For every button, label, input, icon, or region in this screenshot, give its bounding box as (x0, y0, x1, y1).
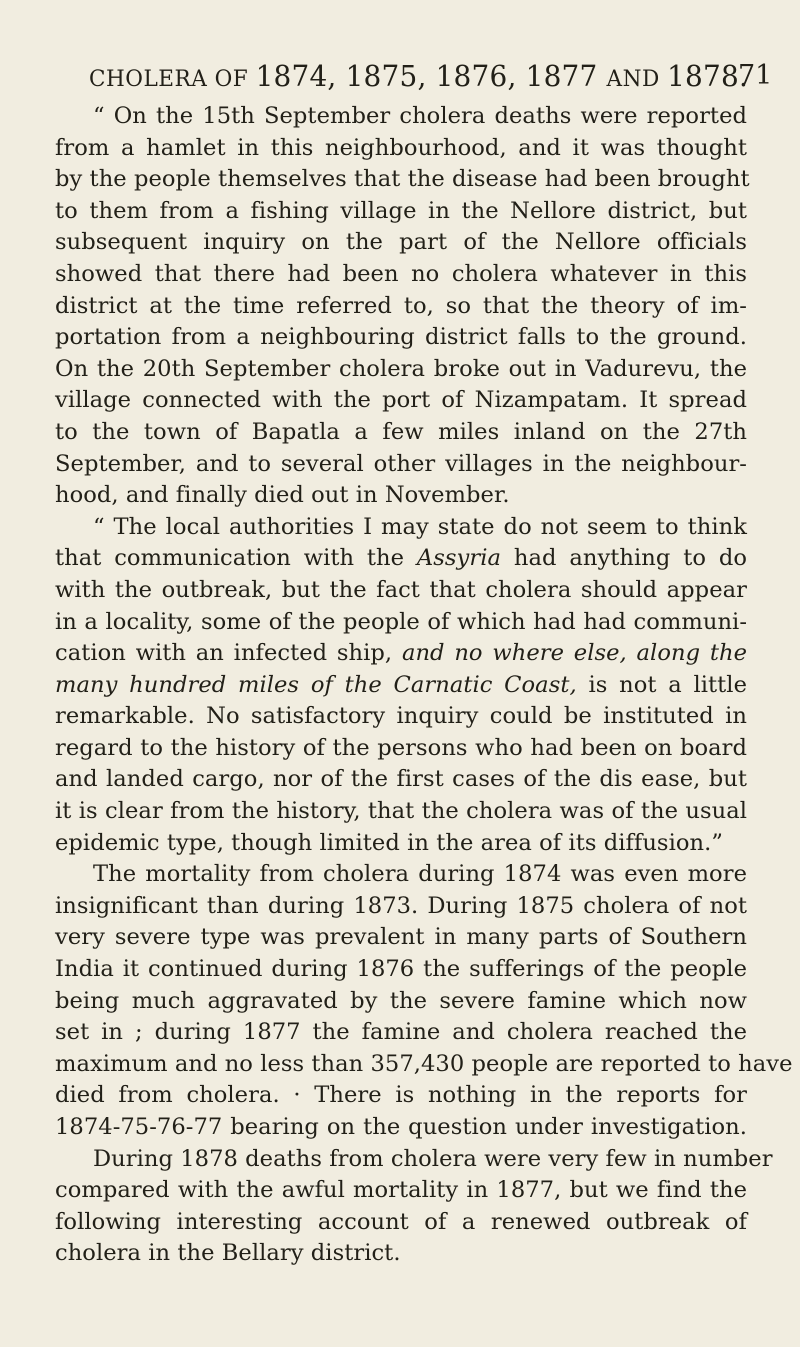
text-line: following interesting account of a renewed outbreak of (55, 1208, 747, 1235)
text-line-with-italic (55, 543, 747, 575)
text-line: regard to the history of the persons who had been on board (55, 734, 747, 761)
text-line: it is clear from the history, that the cholera was of the usual (55, 798, 747, 825)
chapter-running-title (89, 60, 748, 93)
text-line: portation from a neighbouring district falls to the ground. (55, 324, 747, 351)
text-line: to them from a fishing village in the Nellore district, but (55, 197, 747, 224)
text-line: being much aggravated by the severe famine which now (55, 987, 747, 1014)
text-fragment: that communication with the (55, 545, 417, 572)
text-line: remarkable. No satisfactory inquiry could be instituted in (55, 703, 747, 730)
text-line: September, and to several other villages in the neighbour- (55, 450, 747, 477)
running-title-and: AND (606, 67, 668, 92)
text-line: “ The local authorities I may state do not seem to think (93, 513, 747, 540)
running-title-prefix: CHOLERA OF (89, 67, 256, 92)
text-line: died from cholera. · There is nothing in the reports for (55, 1082, 747, 1109)
text-line: compared with the awful mortality in 1877, but we find the (55, 1177, 747, 1204)
running-title-years-b: 1878. (667, 60, 749, 93)
text-line: showed that there had been no cholera whatever in this (55, 260, 747, 287)
text-line: On the 20th September cholera broke out in Vadurevu, the (55, 355, 747, 382)
text-line: cholera in the Bellary district. (55, 1240, 401, 1267)
text-line: by the people themselves that the disease had been brought (55, 166, 750, 193)
italic-assyria: Assyria (416, 545, 502, 572)
text-line: set in ; during 1877 the famine and cholera reached the (55, 1019, 747, 1046)
running-title-years-a: 1874, 1875, 1876, 1877 (255, 60, 607, 93)
text-fragment: had anything to do (501, 545, 747, 572)
text-line: subsequent inquiry on the part of the Nellore officials (55, 229, 747, 256)
running-head (0, 60, 800, 100)
text-line: “ On the 15th September cholera deaths were reported (93, 103, 747, 129)
text-line: The mortality from cholera during 1874 was even more (93, 861, 747, 888)
text-line: village connected with the port of Nizampatam. It spread (55, 387, 747, 414)
text-line: maximum and no less than 357,430 people are reported to have (55, 1050, 793, 1077)
italic-phrase: many hundred miles of the Carnatic Coast, (55, 671, 577, 698)
text-line: district at the time referred to, so that the theory of im- (55, 292, 747, 319)
text-fragment: cation with an infected ship, (55, 640, 402, 667)
text-line: hood, and finally died out in November. (55, 482, 510, 509)
text-line: in a locality, some of the people of which had had communi- (55, 608, 747, 635)
text-line: with the outbreak, but the fact that cholera should appear (55, 576, 747, 603)
body-text (55, 101, 793, 1270)
italic-phrase: and no where else, along the (401, 640, 747, 667)
text-line: and landed cargo, nor of the first cases of the dis ease, but (55, 766, 747, 793)
text-line: During 1878 deaths from cholera were very few in number (93, 1145, 773, 1172)
text-line: from a hamlet in this neighbourhood, and it was thought (55, 134, 747, 161)
text-line: 1874-75-76-77 bearing on the question under investigation. (55, 1114, 747, 1140)
page-number: 71 (738, 60, 773, 91)
text-fragment: is not a little (576, 671, 748, 698)
text-line: very severe type was prevalent in many parts of Southern (55, 924, 747, 951)
text-line: India it continued during 1876 the sufferings of the people (55, 956, 747, 983)
text-line: to the town of Bapatla a few miles inland on the 27th (55, 418, 747, 445)
text-line-with-italic (55, 638, 747, 670)
text-line: insignificant than during 1873. During 1875 cholera of not (55, 892, 747, 919)
text-line-with-italic (55, 670, 747, 702)
text-line: epidemic type, though limited in the area of its diffusion.” (55, 829, 723, 856)
